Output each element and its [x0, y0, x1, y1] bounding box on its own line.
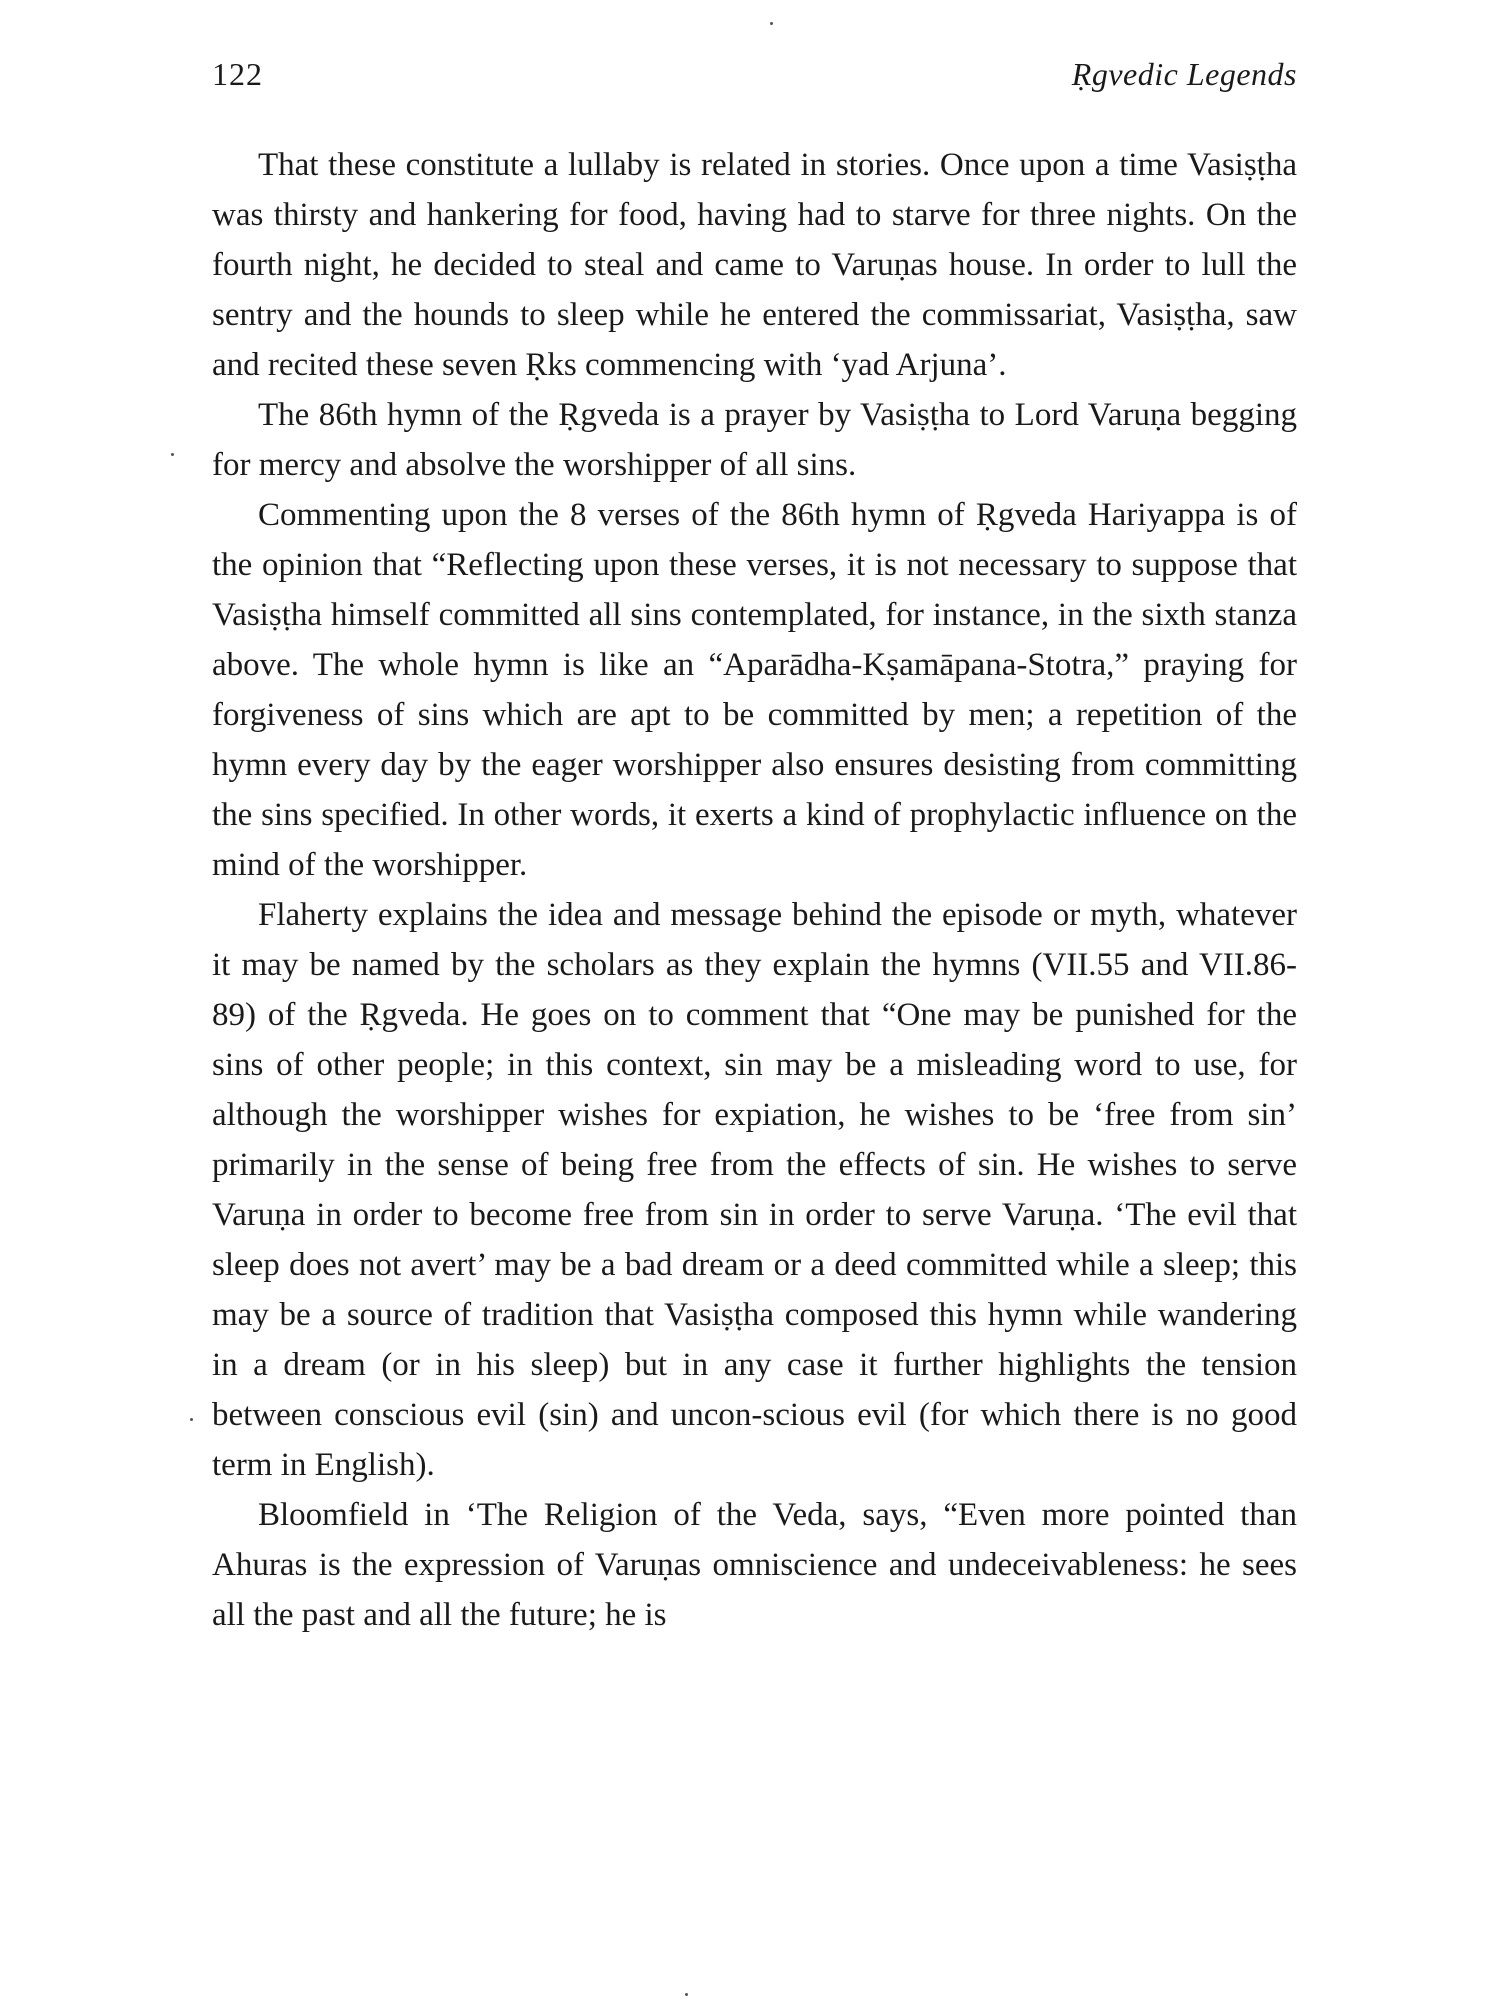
scan-speck: [685, 1993, 688, 1996]
running-head: [212, 56, 1297, 106]
body-text: [212, 140, 1297, 1640]
scan-speck: [171, 453, 174, 456]
running-title: Ṛgvedic Legends: [1071, 56, 1297, 92]
paragraph-lullaby: That these constitute a lullaby is related in stories. Once upon a time Vasiṣṭha was thirsty and hankering for food, having had to starve for three nights. On the fourth night, he decided to steal and came to Varuṇas house. In order to lull the sentry and the hounds to sleep while he entered the commissariat, Vasiṣṭha, saw and recited these seven Ṛks commencing with ‘yad Arjuna’.: [212, 147, 1297, 383]
scan-speck: [770, 22, 773, 25]
paragraph-bloomfield: Bloomfield in ‘The Religion of the Veda, says, “Even more pointed than Ahuras is the expression of Varuṇas omniscience and undeceivableness: he sees all the past and all the future; he is: [212, 1497, 1297, 1633]
paragraph-hariyappa: Commenting upon the 8 verses of the 86th hymn of Ṛgveda Hariyappa is of the opinion that “Reflecting upon these verses, it is not necessary to suppose that Vasiṣṭha himself committed all sins contemplated, for instance, in the sixth stanza above. The whole hymn is like an “Aparādha-Kṣamāpana-Stotra,” praying for forgiveness of sins which are apt to be committed by men; a repetition of the hymn every day by the eager worshipper also ensures desisting from committing the sins specified. In other words, it exerts a kind of prophylactic influence on the mind of the worshipper.: [212, 497, 1297, 883]
paragraph-86th-hymn: The 86th hymn of the Ṛgveda is a prayer by Vasiṣṭha to Lord Varuṇa begging for mercy and absolve the worshipper of all sins.: [212, 397, 1297, 483]
paragraph-flaherty: Flaherty explains the idea and message behind the episode or myth, whatever it may be named by the scholars as they explain the hymns (VII.55 and VII.86-89) of the Ṛgveda. He goes on to comment that “One may be punished for the sins of other people; in this context, sin may be a misleading word to use, for although the worshipper wishes for expiation, he wishes to be ‘free from sin’ primarily in the sense of being free from the effects of sin. He wishes to serve Varuṇa in order to become free from sin in order to serve Varuṇa. ‘The evil that sleep does not avert’ may be a bad dream or a deed committed while a sleep; this may be a source of tradition that Vasiṣṭha composed this hymn while wandering in a dream (or in his sleep) but in any case it further highlights the tension between conscious evil (sin) and uncon-scious evil (for which there is no good term in English).: [212, 897, 1297, 1483]
page-number: 122: [212, 56, 263, 92]
scan-speck: [190, 1418, 193, 1421]
